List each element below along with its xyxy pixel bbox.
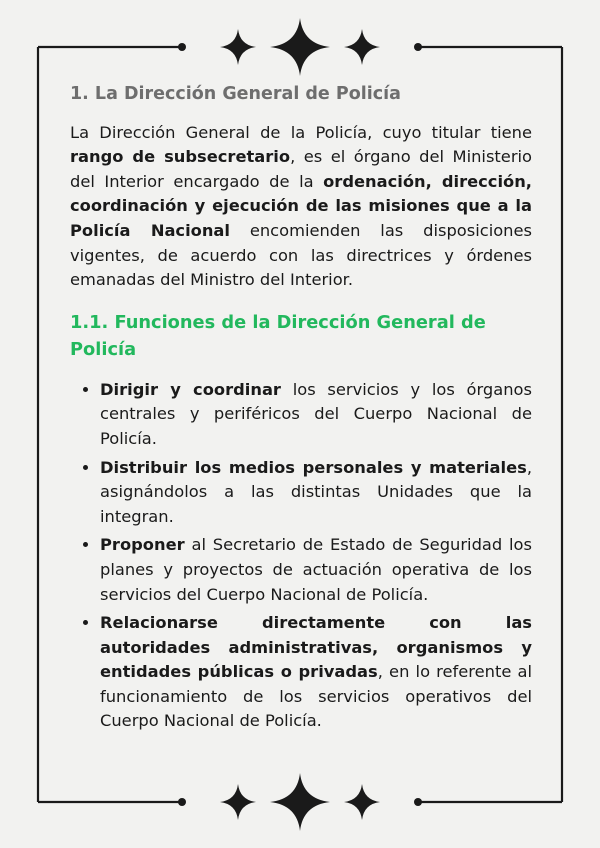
list-item [100, 611, 532, 734]
list-item [100, 378, 532, 452]
frame-dot [414, 43, 422, 51]
frame-dot [178, 43, 186, 51]
intro-text-1: La Dirección General de la Policía, cuyo titular tiene [70, 122, 532, 142]
sparkle-star-icon [344, 784, 380, 820]
list-item-text: , en lo referente al funcionamiento de los servicios operativos del Cuerpo Nacional de Policía. [100, 662, 532, 731]
frame-dot [414, 798, 422, 806]
sparkle-star-icon [270, 773, 330, 831]
frame-dot [178, 798, 186, 806]
list-item-bold: Dirigir y coordinar [100, 379, 281, 399]
subsection-heading: 1.1. Funciones de la Dirección General de Policía [70, 311, 486, 360]
list-item-bold: Proponer [100, 535, 185, 555]
list-item [100, 533, 532, 607]
sparkle-star-icon [270, 18, 330, 76]
sparkle-star-icon [344, 29, 380, 65]
intro-text-3: encomienden las disposiciones vigentes, de acuerdo con las directrices y órdenes emanadas del Ministro del Interior. [70, 220, 533, 290]
intro-paragraph [70, 121, 532, 293]
list-item-bold: Relacionarse directamente con las autoridades administrativas, organismos y entidades públicas o privadas [100, 613, 532, 682]
list-item-text: , asignándolos a las distintas Unidades que la integran. [100, 457, 532, 526]
section-heading: 1. La Dirección General de Policía [70, 84, 401, 104]
document-content [70, 82, 532, 738]
sparkle-star-icon [220, 784, 256, 820]
list-item-text: al Secretario de Estado de Seguridad los planes y proyectos de actuación operativa de los servicios del Cuerpo Nacional de Policía. [100, 535, 532, 604]
sparkle-star-icon [220, 29, 256, 65]
functions-list [70, 378, 532, 734]
intro-text-2: , es el órgano del Ministerio del Interior encargado de la [70, 147, 533, 191]
intro-bold-2: ordenación, dirección, coordinación y ejecución de las misiones que a la Policía Nacional [70, 171, 532, 240]
list-item-bold: Distribuir los medios personales y materiales [100, 457, 527, 477]
list-item-text: los servicios y los órganos centrales y periféricos del Cuerpo Nacional de Policía. [100, 379, 532, 448]
list-item [100, 456, 532, 530]
intro-bold-1: rango de subsecretario [70, 147, 291, 167]
